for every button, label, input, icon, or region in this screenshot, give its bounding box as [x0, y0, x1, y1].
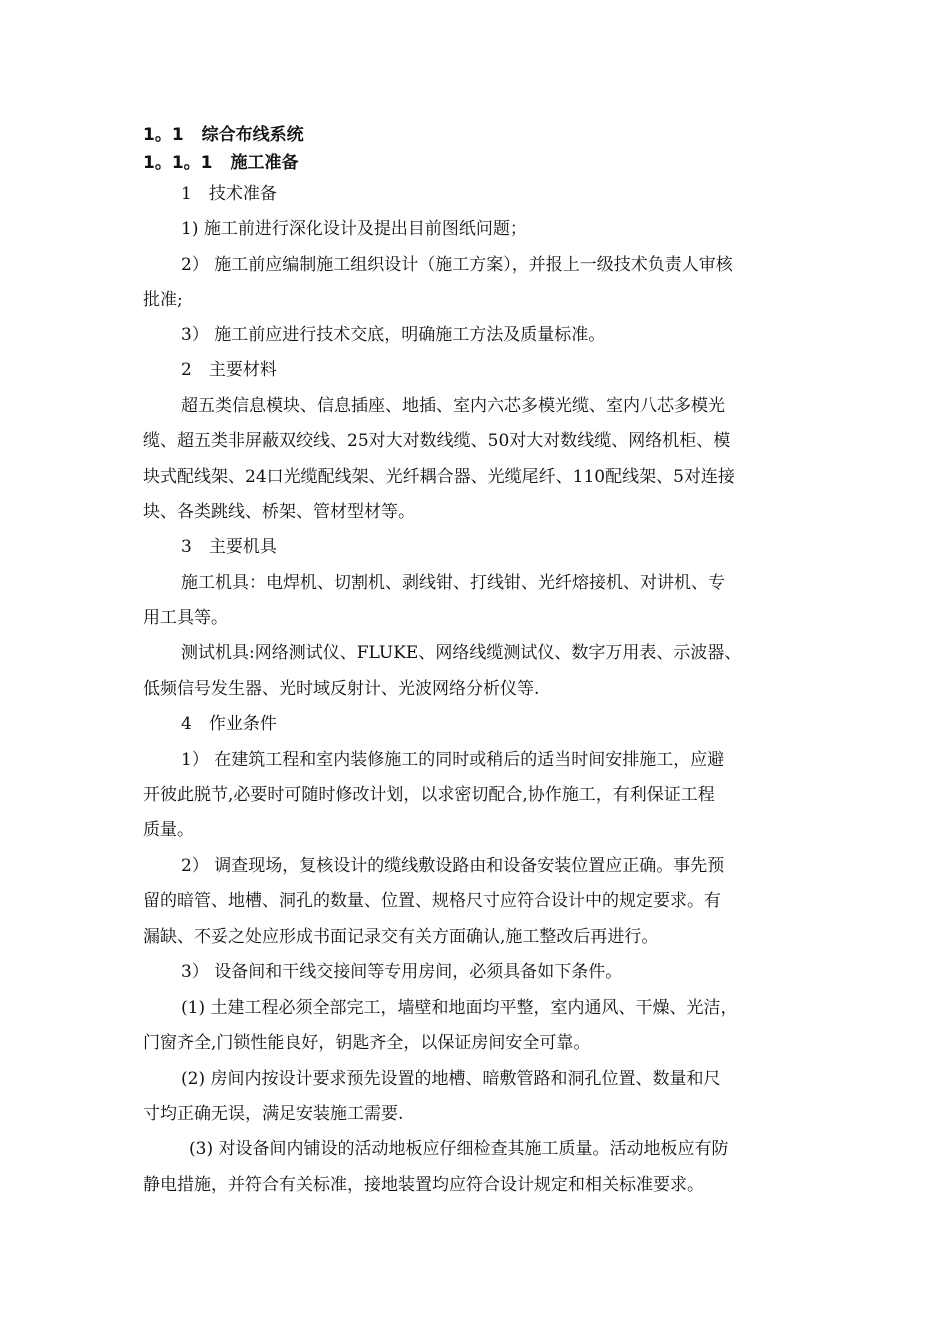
- tools-line-1: 施工机具：电焊机、切割机、剥线钳、打线钳、光纤熔接机、对讲机、专: [181, 573, 725, 593]
- condition-2-line-3: 漏缺、不妥之处应形成书面记录交有关方面确认,施工整改后再进行。: [143, 927, 659, 947]
- section-title: 综合布线系统: [201, 125, 304, 145]
- materials-heading: 2 主要材料: [181, 360, 277, 380]
- materials-line-4: 块、各类跳线、桥架、管材型材等。: [143, 502, 415, 522]
- tools-line-2: 用工具等。: [143, 608, 228, 628]
- subsection-title: 施工准备: [230, 153, 299, 173]
- test-tools-line-2: 低频信号发生器、光时域反射计、光波网络分析仪等.: [143, 679, 540, 699]
- section-heading: [143, 124, 304, 146]
- sub-condition-2-line-1: (2) 房间内按设计要求预先设置的地槽、暗敷管路和洞孔位置、数量和尺: [181, 1069, 721, 1089]
- tech-item-2-line-2: 批准;: [143, 290, 183, 310]
- condition-3: 3） 设备间和干线交接间等专用房间，必须具备如下条件。: [181, 962, 623, 982]
- condition-2-line-1: 2） 调查现场，复核设计的缆线敷设路由和设备安装位置应正确。事先预: [181, 856, 725, 876]
- tech-item-1: 1) 施工前进行深化设计及提出目前图纸问题；: [181, 219, 527, 239]
- materials-line-2: 缆、超五类非屏蔽双绞线、25对大对数线缆、50对大对数线缆、网络机柜、模: [143, 431, 731, 451]
- tools-heading: 3 主要机具: [181, 537, 277, 557]
- sub-condition-3-line-1: (3) 对设备间内铺设的活动地板应仔细检查其施工质量。活动地板应有防: [189, 1139, 729, 1159]
- subsection-number: 1。1。1: [143, 153, 213, 173]
- tech-item-3: 3） 施工前应进行技术交底，明确施工方法及质量标准。: [181, 325, 606, 345]
- sub-condition-1-line-1: (1) 土建工程必须全部完工，墙壁和地面均平整，室内通风、干燥、光洁，: [181, 998, 738, 1018]
- materials-line-3: 块式配线架、24口光缆配线架、光纤耦合器、光缆尾纤、110配线架、5对连接: [143, 467, 735, 487]
- condition-1-line-3: 质量。: [143, 820, 194, 840]
- section-number: 1。1: [143, 125, 184, 145]
- condition-2-line-2: 留的暗管、地槽、洞孔的数量、位置、规格尺寸应符合设计中的规定要求。有: [143, 891, 721, 911]
- conditions-heading: 4 作业条件: [181, 714, 277, 734]
- condition-1-line-1: 1） 在建筑工程和室内装修施工的同时或稍后的适当时间安排施工，应避: [181, 750, 725, 770]
- sub-condition-1-line-2: 门窗齐全,门锁性能良好，钥匙齐全，以保证房间安全可靠。: [143, 1033, 591, 1053]
- materials-line-1: 超五类信息模块、信息插座、地插、室内六芯多模光缆、室内八芯多模光: [181, 396, 725, 416]
- sub-condition-3-line-2: 静电措施，并符合有关标准，接地装置均应符合设计规定和相关标准要求。: [143, 1175, 704, 1195]
- tech-prep-heading: 1 技术准备: [181, 184, 277, 204]
- tech-item-2-line-1: 2） 施工前应编制施工组织设计（施工方案），并报上一级技术负责人审核: [181, 255, 733, 275]
- condition-1-line-2: 开彼此脱节,必要时可随时修改计划，以求密切配合,协作施工，有利保证工程: [143, 785, 715, 805]
- sub-condition-2-line-2: 寸均正确无误，满足安装施工需要.: [143, 1104, 404, 1124]
- subsection-heading: [143, 152, 299, 174]
- test-tools-line-1: 测试机具:网络测试仪、FLUKE、网络线缆测试仪、数字万用表、示波器、: [181, 643, 742, 663]
